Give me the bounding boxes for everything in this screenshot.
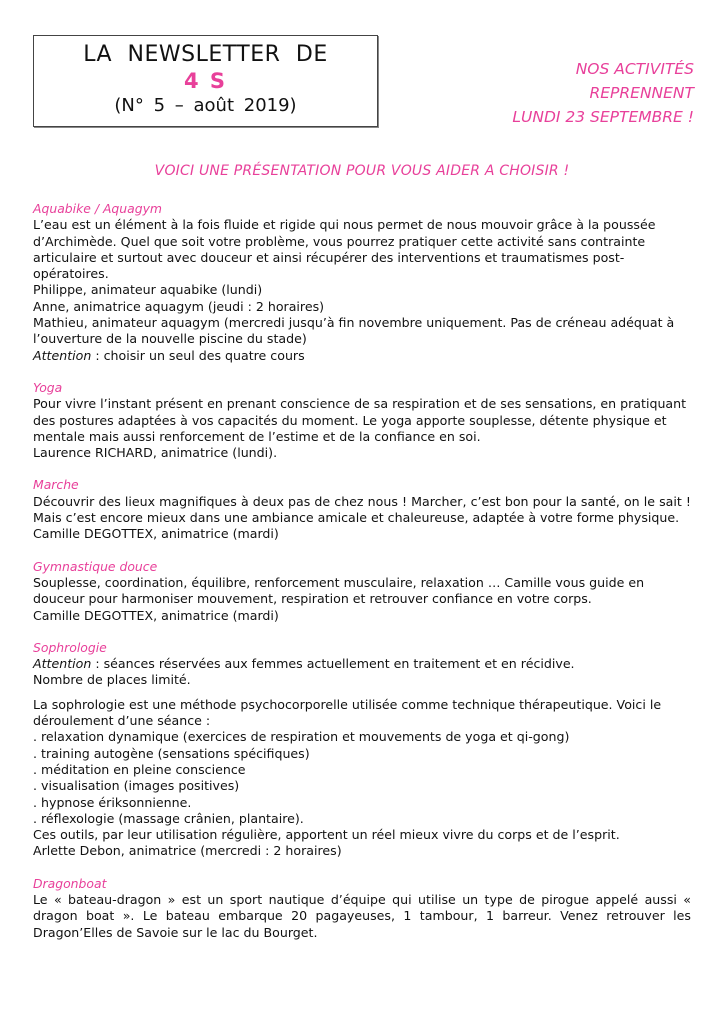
session-step: . méditation en pleine conscience	[33, 761, 246, 777]
section-title: Sophrologie	[33, 639, 107, 655]
newsletter-title-box	[33, 35, 378, 127]
newsletter-title: LA NEWSLETTER DE	[83, 42, 328, 67]
issue-info: (N° 5 – août 2019)	[114, 95, 297, 116]
announcement-line: REPRENNENT	[589, 84, 694, 102]
attention-note	[33, 348, 691, 364]
session-step: . réflexologie (massage crânien, plantaire).	[33, 810, 304, 826]
attention-note	[33, 656, 691, 672]
section-title: Gymnastique douce	[33, 558, 158, 574]
activities-list	[33, 201, 691, 957]
section-conclusion: Ces outils, par leur utilisation régulière, apportent un réel mieux vivre du corps et de l’esprit.	[33, 827, 620, 843]
section-body: Le « bateau-dragon » est un sport nautique d’équipe qui utilise un type de pirogue appelé aussi « dragon boat ». Le bateau embarque 20 pagayeuses, 1 tambour, 1 barreur. Venez retrouver les Dragon’Elles de Savoie sur le lac du Bourget.	[33, 891, 691, 940]
section-title: Aquabike / Aquagym	[33, 201, 163, 216]
section-sophrologie	[33, 640, 691, 860]
places-limit: Nombre de places limité.	[33, 672, 191, 688]
section-title: Marche	[33, 477, 79, 493]
section-aquabike	[33, 201, 691, 364]
instructor: Anne, animatrice aquagym (jeudi : 2 horaires)	[33, 298, 325, 314]
attention-text: : séances réservées aux femmes actuellement en traitement et en récidive.	[91, 656, 575, 672]
announcement-line: LUNDI 23 SEPTEMBRE !	[512, 108, 694, 126]
attention-label: Attention	[33, 656, 92, 672]
section-gymnastique	[33, 559, 691, 624]
instructor: Camille DEGOTTEX, animatrice (mardi)	[33, 607, 279, 623]
section-title: Yoga	[33, 379, 63, 395]
session-step: . training autogène (sensations spécifiques)	[33, 745, 310, 761]
organization-name: 4 S	[183, 69, 228, 93]
section-body: Souplesse, coordination, équilibre, renforcement musculaire, relaxation … Camille vous guide en douceur pour harmoniser mouvement, respiration et retrouver confiance en votre corps.	[33, 574, 645, 607]
section-body: L’eau est un élément à la fois fluide et rigide qui nous permet de nous mouvoir grâce à la poussée d’Archimède. Quel que soit votre problème, vous pourrez pratiquer cette activité sans contrainte articulaire et surtout avec douceur et ainsi récupérer des interventions et traumatismes post-opératoires.	[33, 217, 656, 282]
instructor: Laurence RICHARD, animatrice (lundi).	[33, 445, 278, 461]
section-marche	[33, 477, 691, 542]
attention-text: : choisir un seul des quatre cours	[91, 347, 305, 363]
instructor: Camille DEGOTTEX, animatrice (mardi)	[33, 526, 279, 542]
instructor: Arlette Debon, animatrice (mercredi : 2 horaires)	[33, 843, 342, 859]
session-step: . relaxation dynamique (exercices de respiration et mouvements de yoga et qi-gong)	[33, 729, 570, 745]
attention-label: Attention	[33, 347, 92, 363]
restart-announcement	[424, 57, 694, 129]
section-dragonboat	[33, 876, 691, 941]
session-step: . visualisation (images positives)	[33, 778, 240, 794]
instructor: Mathieu, animateur aquagym (mercredi jusqu’à fin novembre uniquement. Pas de créneau adéquat à l’ouverture de la nouvelle piscine du stade)	[33, 315, 675, 347]
section-title: Dragonboat	[33, 875, 107, 891]
instructor: Philippe, animateur aquabike (lundi)	[33, 282, 263, 298]
session-step: . hypnose ériksonnienne.	[33, 794, 192, 810]
section-body: La sophrologie est une méthode psychocorporelle utilisée comme technique thérapeutique. Voici le déroulement d’une séance :	[33, 696, 662, 729]
intro-heading: VOICI UNE PRÉSENTATION POUR VOUS AIDER A CHOISIR !	[154, 163, 570, 179]
section-body: Découvrir des lieux magnifiques à deux pas de chez nous ! Marcher, c’est bon pour la santé, on le sait ! Mais c’est encore mieux dans une ambiance amicale et chaleureuse, adaptée à votre forme physique.	[33, 493, 691, 526]
announcement-line: NOS ACTIVITÉS	[575, 60, 694, 78]
section-yoga	[33, 380, 691, 461]
section-body: Pour vivre l’instant présent en prenant conscience de sa respiration et de ses sensations, en pratiquant des postures adaptées à vos capacités du moment. Le yoga apporte souplesse, détente physique et mentale mais aussi renforcement de l’estime et de la confiance en soi.	[33, 396, 687, 444]
